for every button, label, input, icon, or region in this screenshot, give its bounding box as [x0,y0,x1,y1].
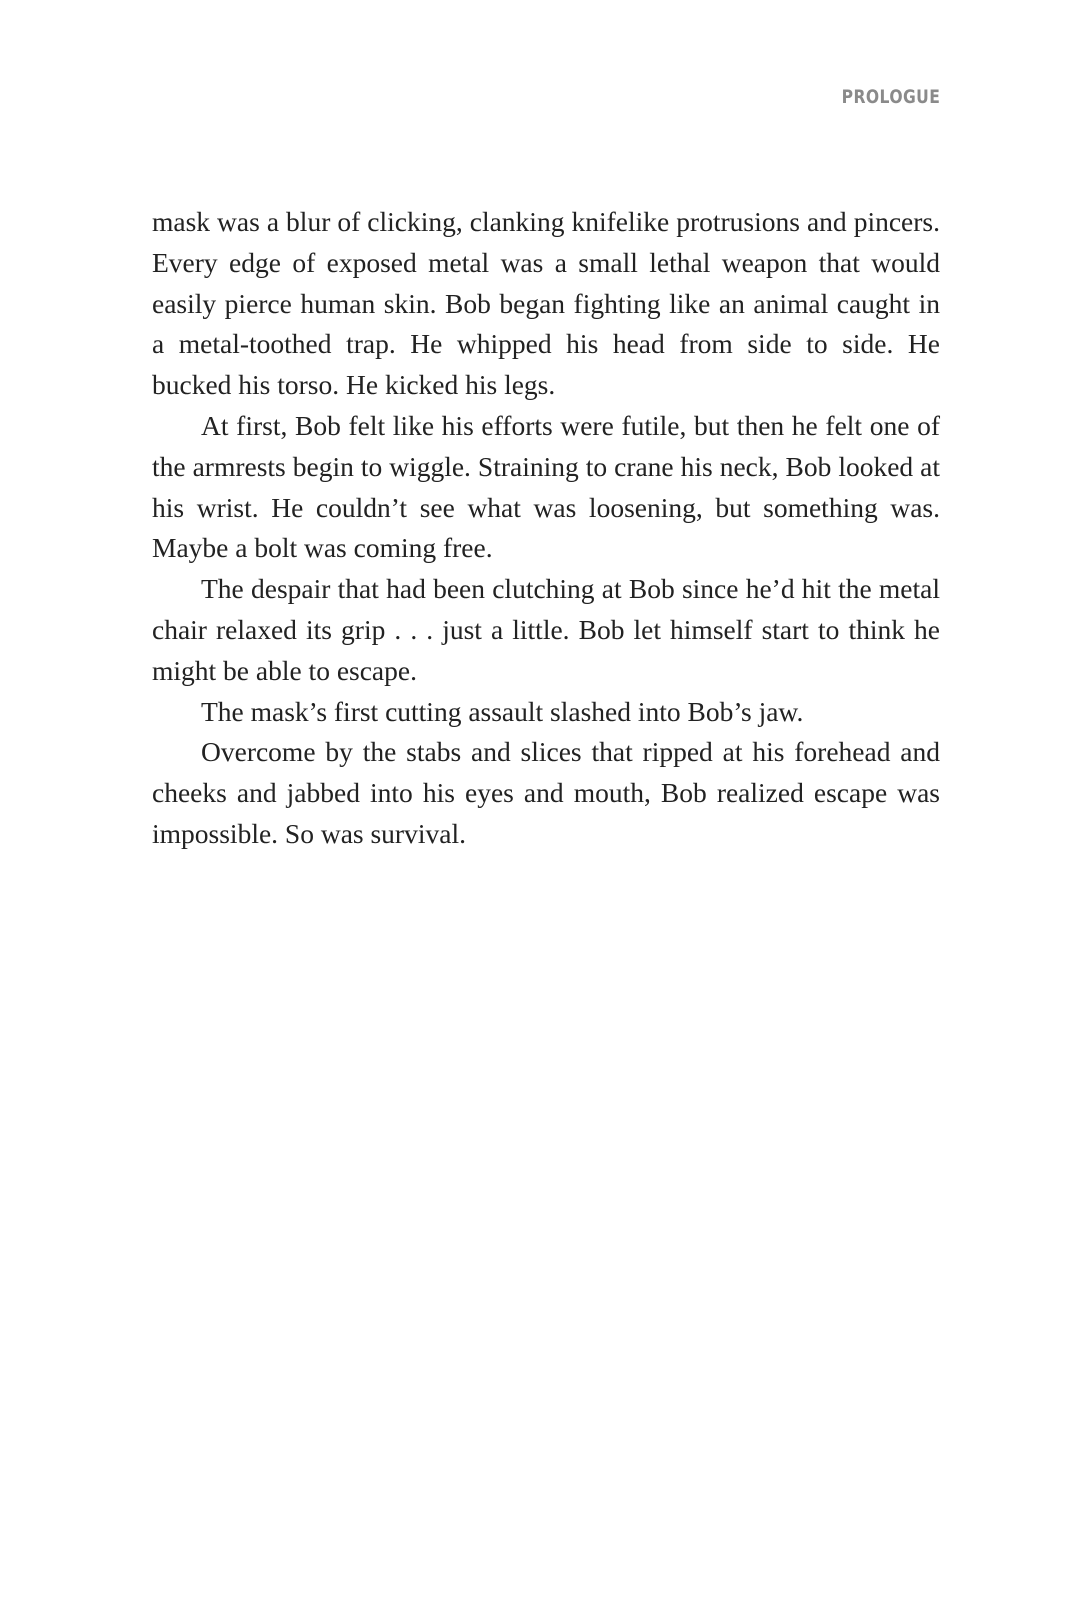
paragraph: The mask’s first cutting assault slashed into Bob’s jaw. [201,695,804,727]
paragraph: Overcome by the stabs and slices that ripped at his forehead and cheeks and jabbed into his eyes and mouth, Bob realized escape was impossible. So was survival. [152,736,940,849]
paragraph: At first, Bob felt like his efforts were futile, but then he felt one of the armrests begin to wiggle. Straining to crane his neck, Bob looked at his wrist. He couldn’t see what was loosening, but something was. Maybe a bolt was coming free. [152,409,940,564]
body-text [152,202,940,855]
running-head: PROLOGUE [841,86,940,108]
paragraph: mask was a blur of clicking, clanking knifelike protrusions and pincers. Every edge of exposed metal was a small lethal weapon that would easily pierce human skin. Bob began fighting like an animal caught in a metal-toothed trap. He whipped his head from side to side. He bucked his torso. He kicked his legs. [152,206,940,401]
paragraph: The despair that had been clutching at Bob since he’d hit the metal chair relaxed its grip . . . just a little. Bob let himself start to think he might be able to escape. [152,573,940,686]
